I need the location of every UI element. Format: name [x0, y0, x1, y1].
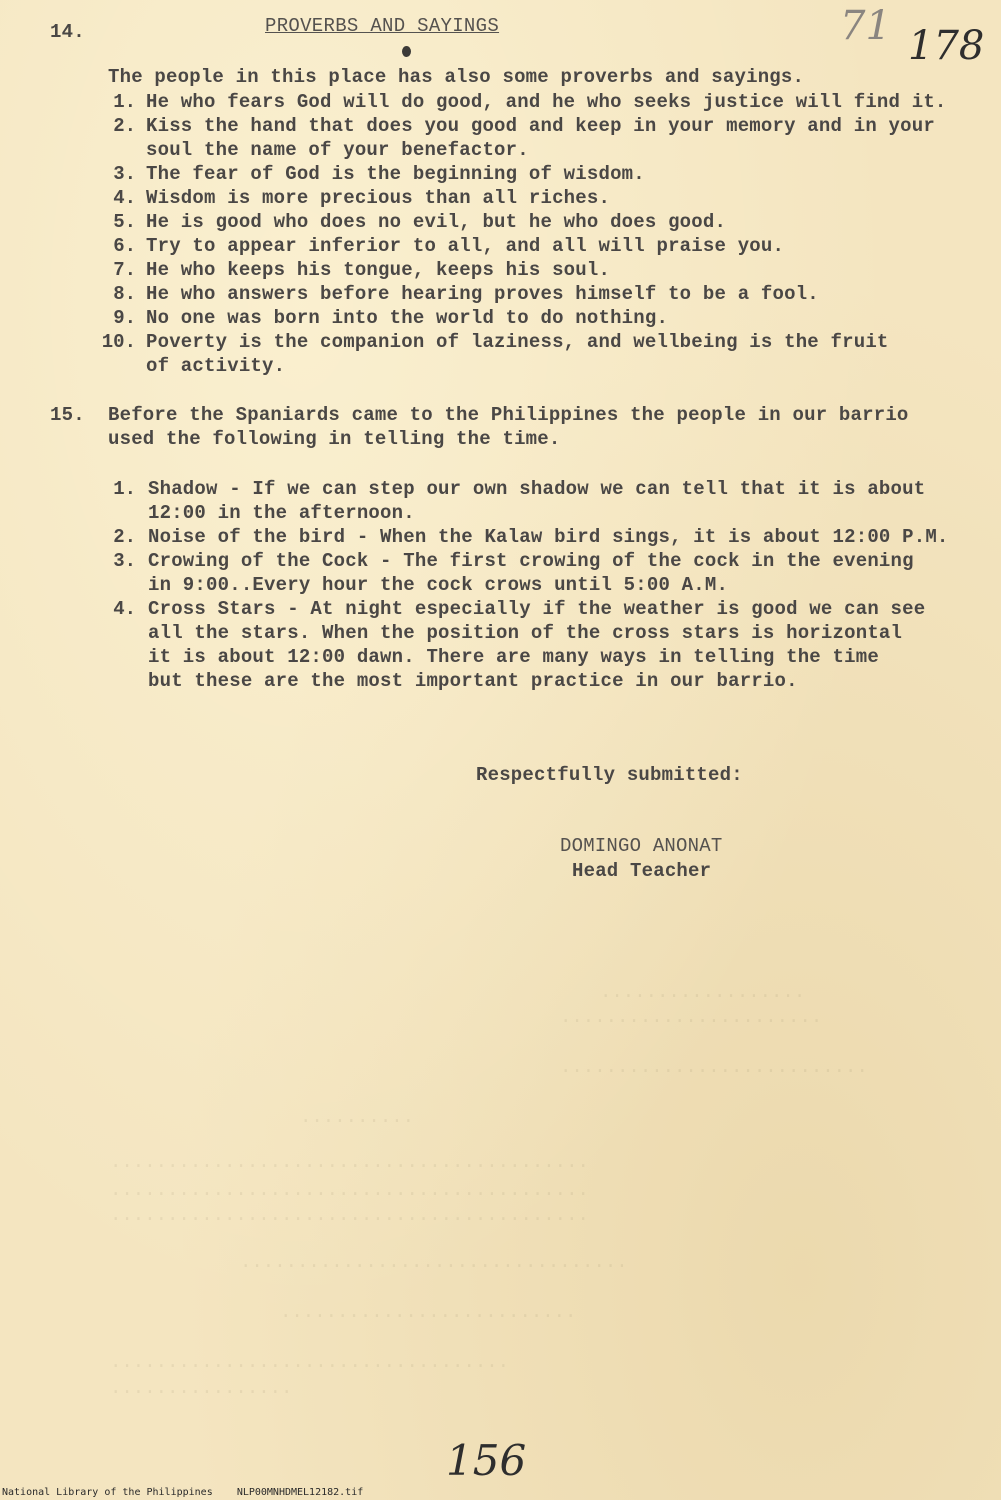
proverb-text: The fear of God is the beginning of wisdom. — [146, 163, 645, 185]
handwritten-page-number-bottom: 156 — [446, 1436, 527, 1485]
proverb-text-continued: soul the name of your benefactor. — [146, 139, 529, 161]
section-14-title: PROVERBS AND SAYINGS — [265, 15, 500, 37]
method-text: Shadow - If we can step our own shadow we can tell that it is about — [148, 478, 926, 500]
method-number: 4. — [113, 598, 136, 620]
method-text: Cross Stars - At night especially if the weather is good we can see — [148, 598, 926, 620]
proverb-text: No one was born into the world to do nothing. — [146, 307, 669, 329]
method-text-continued: 12:00 in the afternoon. — [148, 502, 415, 524]
method-text: Noise of the bird - When the Kalaw bird sings, it is about 12:00 P.M. — [148, 526, 949, 548]
section-14-number: 14. — [50, 21, 85, 43]
proverb-number: 4. — [113, 187, 136, 209]
method-text-continued: but these are the most important practice in our barrio. — [148, 670, 798, 692]
archive-footer — [2, 1487, 363, 1499]
method-text-continued: all the stars. When the position of the cross stars is horizontal — [148, 622, 903, 644]
section-15-intro-continued: used the following in telling the time. — [108, 428, 561, 450]
proverb-text: He who fears God will do good, and he who seeks justice will find it. — [146, 91, 947, 113]
signatory-role: Head Teacher — [572, 860, 712, 882]
ink-blot — [402, 46, 411, 57]
archive-filename: NLP00MNHDMEL12182.tif — [236, 1487, 364, 1498]
proverb-text-continued: of activity. — [146, 355, 286, 377]
proverb-text: Poverty is the companion of laziness, and wellbeing is the fruit — [146, 331, 889, 353]
proverb-number: 8. — [113, 283, 136, 305]
proverb-text: He is good who does no evil, but he who does good. — [146, 211, 727, 233]
proverb-text: He who answers before hearing proves himself to be a fool. — [146, 283, 819, 305]
handwritten-page-number-b: 178 — [908, 23, 985, 69]
closing-text: Respectfully submitted: — [476, 764, 743, 786]
method-number: 2. — [113, 526, 136, 548]
proverb-number: 6. — [113, 235, 136, 257]
proverb-number: 5. — [113, 211, 136, 233]
proverb-number: 3. — [113, 163, 136, 185]
section-15-intro: Before the Spaniards came to the Philippines the people in our barrio — [108, 404, 909, 426]
method-number: 1. — [113, 478, 136, 500]
method-text-continued: it is about 12:00 dawn. There are many ways in telling the time — [148, 646, 879, 668]
signatory-name: DOMINGO ANONAT — [560, 835, 723, 857]
method-text-continued: in 9:00..Every hour the cock crows until 5:00 A.M. — [148, 574, 729, 596]
archive-name: National Library of the Philippines — [2, 1487, 213, 1498]
handwritten-page-number-a: 71 — [840, 3, 891, 49]
proverb-number: 7. — [113, 259, 136, 281]
proverb-text: Kiss the hand that does you good and keep in your memory and in your — [146, 115, 935, 137]
document-page: .................. ....................... ........................... .......... .......................................... .......................................... .......................................... .................................. .......................... ................................... ................ 14. PROVERBS AND SAYINGS The people in this place has also some proverbs and sayings. 1. He who fears God will do good, and he who seeks justice will find it. 2. Kiss the hand that does you good and keep in your memory and in your soul the name of your benefactor. 3. The fear of God is the beginning of wisdom. 4. Wisdom is more precious than all riches. 5. He is good who does no evil, but he who does good. 6. Try to appear inferior to all, and all will praise you. 7. He who keeps his tongue, keeps his soul. 8. He who answers before hearing proves himself to be a fool. 9. No one was born into the world to do nothing. 10. Poverty is the companion of laziness, and wellbeing is the fruit of activity. 15. Before the Spaniards came to the Philippines the people in our barrio used the following in telling the time. 1. Shadow - If we can step our own shadow we can tell that it is about 12:00 in the afternoon. 2. Noise of the bird - When the Kalaw bird sings, it is about 12:00 P.M. 3. Crowing of the Cock - The first crowing of the cock in the evening in 9:00..Every hour the cock crows until 5:00 A.M. 4. Cross Stars - At night especially if the weather is good we can see all the stars. When the position of the cross stars is horizontal it is about 12:00 dawn. There are many ways in telling the time but these are the most important practice in our barrio. Respectfully submitted: DOMINGO ANONAT Head Teacher 71 178 156 National Library of the Philippines NLP00MNHDMEL12182.tif — [0, 0, 1001, 1500]
proverb-text: Try to appear inferior to all, and all will praise you. — [146, 235, 785, 257]
method-text: Crowing of the Cock - The first crowing of the cock in the evening — [148, 550, 914, 572]
section-14-intro: The people in this place has also some proverbs and sayings. — [108, 66, 805, 88]
proverb-text: Wisdom is more precious than all riches. — [146, 187, 611, 209]
proverb-number: 1. — [113, 91, 136, 113]
proverb-number: 9. — [113, 307, 136, 329]
proverb-text: He who keeps his tongue, keeps his soul. — [146, 259, 611, 281]
proverb-number: 10. — [101, 331, 136, 353]
proverb-number: 2. — [113, 115, 136, 137]
section-15-number: 15. — [50, 404, 85, 426]
method-number: 3. — [113, 550, 136, 572]
